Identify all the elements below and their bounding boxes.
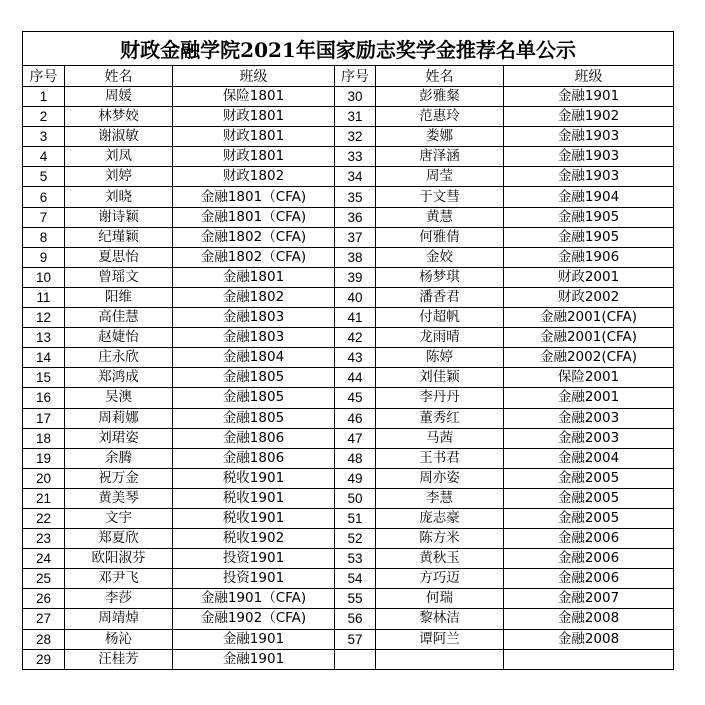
cell-no-right: 51 [335, 508, 376, 528]
table-row [23, 147, 674, 167]
cell-class-left: 金融1802 [173, 287, 335, 307]
cell-no-right: 50 [335, 488, 376, 508]
cell-no-right: 54 [335, 569, 376, 589]
table-row [23, 207, 674, 227]
cell-class-right: 金融1902 [504, 107, 674, 127]
cell-name-left: 周靖焯 [65, 609, 173, 629]
table-row [23, 388, 674, 408]
cell-no-left: 15 [23, 368, 65, 388]
cell-class-right: 金融2007 [504, 589, 674, 609]
header-row [23, 66, 674, 87]
table-row [23, 127, 674, 147]
cell-class-left: 财政1801 [173, 127, 335, 147]
table-row [23, 629, 674, 649]
cell-class-left: 金融1805 [173, 388, 335, 408]
cell-name-left: 庄永欣 [65, 348, 173, 368]
cell-class-right: 金融1903 [504, 127, 674, 147]
cell-class-right: 金融2008 [504, 629, 674, 649]
cell-class-right: 财政2001 [504, 267, 674, 287]
cell-name-right: 方巧迈 [376, 569, 504, 589]
cell-no-right: 37 [335, 227, 376, 247]
cell-class-right: 金融2001(CFA) [504, 328, 674, 348]
cell-name-right: 李丹丹 [376, 388, 504, 408]
table-row [23, 328, 674, 348]
cell-class-left: 金融1803 [173, 308, 335, 328]
header-name-left: 姓名 [65, 66, 173, 87]
cell-no-right: 40 [335, 287, 376, 307]
cell-no-left: 8 [23, 227, 65, 247]
cell-name-right: 周莹 [376, 167, 504, 187]
cell-class-right: 金融1901 [504, 87, 674, 107]
cell-class-right: 金融2001 [504, 388, 674, 408]
cell-class-right: 金融1903 [504, 147, 674, 167]
header-no-left: 序号 [23, 66, 65, 87]
cell-no-left: 20 [23, 468, 65, 488]
cell-name-right: 马茜 [376, 428, 504, 448]
cell-class-left: 金融1901 [173, 649, 335, 669]
cell-name-right: 何瑞 [376, 589, 504, 609]
cell-class-left: 金融1801 [173, 267, 335, 287]
cell-no-right: 30 [335, 87, 376, 107]
cell-no-right: 39 [335, 267, 376, 287]
cell-class-right: 金融2006 [504, 569, 674, 589]
cell-name-right: 李慧 [376, 488, 504, 508]
cell-name-left: 赵婕怡 [65, 328, 173, 348]
cell-no-left: 12 [23, 308, 65, 328]
cell-name-left: 文宇 [65, 508, 173, 528]
cell-class-left: 税收1901 [173, 468, 335, 488]
cell-no-left: 26 [23, 589, 65, 609]
cell-name-left: 吴澳 [65, 388, 173, 408]
cell-class-right: 财政2002 [504, 287, 674, 307]
cell-name-left: 李莎 [65, 589, 173, 609]
cell-class-left: 金融1804 [173, 348, 335, 368]
cell-class-right: 金融2005 [504, 508, 674, 528]
cell-no-right: 47 [335, 428, 376, 448]
table-row [23, 107, 674, 127]
cell-class-right: 金融2008 [504, 609, 674, 629]
table-row [23, 167, 674, 187]
cell-class-right: 金融1903 [504, 167, 674, 187]
cell-name-left: 黄美琴 [65, 488, 173, 508]
table-row [23, 408, 674, 428]
cell-name-left: 汪桂芳 [65, 649, 173, 669]
cell-class-right: 金融2002(CFA) [504, 348, 674, 368]
cell-class-left: 投资1901 [173, 549, 335, 569]
cell-name-left: 刘晓 [65, 187, 173, 207]
cell-no-left: 25 [23, 569, 65, 589]
table-row [23, 287, 674, 307]
cell-name-left: 杨沁 [65, 629, 173, 649]
cell-no-right: 55 [335, 589, 376, 609]
cell-no-right: 52 [335, 529, 376, 549]
cell-class-right: 金融2003 [504, 428, 674, 448]
table-row [23, 348, 674, 368]
cell-name-left: 林梦姣 [65, 107, 173, 127]
cell-class-left: 财政1801 [173, 107, 335, 127]
cell-class-left: 金融1805 [173, 368, 335, 388]
cell-class-left: 金融1801（CFA) [173, 187, 335, 207]
cell-class-right: 金融1904 [504, 187, 674, 207]
cell-name-left: 夏思怡 [65, 247, 173, 267]
cell-class-left: 税收1901 [173, 508, 335, 528]
cell-no-right: 38 [335, 247, 376, 267]
cell-no-left: 7 [23, 207, 65, 227]
cell-name-left: 周媛 [65, 87, 173, 107]
cell-class-left: 金融1803 [173, 328, 335, 348]
cell-class-left: 金融1802（CFA) [173, 227, 335, 247]
cell-class-right: 金融1906 [504, 247, 674, 267]
cell-name-right: 董秀红 [376, 408, 504, 428]
recommendation-table [22, 31, 674, 670]
cell-no-right: 44 [335, 368, 376, 388]
cell-no-left: 21 [23, 488, 65, 508]
cell-class-right: 金融1905 [504, 227, 674, 247]
cell-name-right: 刘佳颖 [376, 368, 504, 388]
cell-name-left: 欧阳淑芬 [65, 549, 173, 569]
cell-name-right: 杨梦琪 [376, 267, 504, 287]
table-row [23, 549, 674, 569]
cell-class-left: 税收1901 [173, 488, 335, 508]
cell-no-right: 35 [335, 187, 376, 207]
cell-no-left: 6 [23, 187, 65, 207]
cell-class-right [504, 649, 674, 669]
cell-name-left: 刘珺姿 [65, 428, 173, 448]
cell-no-left: 17 [23, 408, 65, 428]
cell-no-right: 56 [335, 609, 376, 629]
cell-no-right [335, 649, 376, 669]
cell-no-right: 41 [335, 308, 376, 328]
cell-no-left: 10 [23, 267, 65, 287]
cell-name-left: 郑鸿成 [65, 368, 173, 388]
sheet-title: 财政金融学院2021年国家励志奖学金推荐名单公示 [23, 32, 674, 66]
cell-name-right: 何雅倩 [376, 227, 504, 247]
scholarship-list-sheet [22, 31, 673, 670]
cell-name-right: 娄娜 [376, 127, 504, 147]
cell-no-right: 48 [335, 448, 376, 468]
cell-no-right: 32 [335, 127, 376, 147]
cell-no-left: 23 [23, 529, 65, 549]
cell-class-right: 金融2004 [504, 448, 674, 468]
cell-no-right: 53 [335, 549, 376, 569]
cell-class-right: 金融2006 [504, 549, 674, 569]
cell-name-right: 于文彗 [376, 187, 504, 207]
cell-class-right: 金融2006 [504, 529, 674, 549]
cell-class-right: 金融2005 [504, 488, 674, 508]
cell-name-right: 范惠玲 [376, 107, 504, 127]
cell-class-right: 保险2001 [504, 368, 674, 388]
cell-name-left: 高佳慧 [65, 308, 173, 328]
cell-no-left: 2 [23, 107, 65, 127]
cell-name-left: 周莉娜 [65, 408, 173, 428]
cell-name-right: 庞志豪 [376, 508, 504, 528]
header-class-right: 班级 [504, 66, 674, 87]
header-name-right: 姓名 [376, 66, 504, 87]
cell-class-left: 金融1901 [173, 629, 335, 649]
cell-name-right: 黎林洁 [376, 609, 504, 629]
header-class-left: 班级 [173, 66, 335, 87]
cell-name-right: 付超帆 [376, 308, 504, 328]
cell-class-left: 金融1806 [173, 448, 335, 468]
cell-no-right: 42 [335, 328, 376, 348]
cell-no-left: 24 [23, 549, 65, 569]
cell-name-left: 阳维 [65, 287, 173, 307]
cell-name-left: 刘凤 [65, 147, 173, 167]
cell-class-left: 保险1801 [173, 87, 335, 107]
cell-no-right: 46 [335, 408, 376, 428]
cell-no-left: 18 [23, 428, 65, 448]
table-row [23, 247, 674, 267]
cell-name-left: 邓尹飞 [65, 569, 173, 589]
cell-no-right: 31 [335, 107, 376, 127]
cell-no-left: 22 [23, 508, 65, 528]
cell-name-right: 黄慧 [376, 207, 504, 227]
cell-name-right: 王书君 [376, 448, 504, 468]
cell-class-left: 金融1902（CFA) [173, 609, 335, 629]
table-row [23, 609, 674, 629]
cell-no-right: 43 [335, 348, 376, 368]
cell-name-left: 余腾 [65, 448, 173, 468]
cell-name-right: 龙雨晴 [376, 328, 504, 348]
cell-no-left: 5 [23, 167, 65, 187]
cell-no-left: 28 [23, 629, 65, 649]
cell-class-left: 财政1801 [173, 147, 335, 167]
table-row [23, 468, 674, 488]
cell-no-right: 33 [335, 147, 376, 167]
cell-name-left: 刘婷 [65, 167, 173, 187]
cell-name-left: 纪瑾颖 [65, 227, 173, 247]
cell-class-right: 金融1905 [504, 207, 674, 227]
cell-name-left: 谢淑敏 [65, 127, 173, 147]
table-row [23, 569, 674, 589]
cell-name-right: 金姣 [376, 247, 504, 267]
cell-no-left: 29 [23, 649, 65, 669]
cell-no-right: 45 [335, 388, 376, 408]
cell-class-right: 金融2001(CFA) [504, 308, 674, 328]
cell-class-left: 税收1902 [173, 529, 335, 549]
table-row [23, 529, 674, 549]
cell-no-right: 36 [335, 207, 376, 227]
cell-class-right: 金融2003 [504, 408, 674, 428]
table-row [23, 508, 674, 528]
table-row [23, 448, 674, 468]
table-row [23, 87, 674, 107]
cell-no-left: 13 [23, 328, 65, 348]
cell-class-left: 金融1805 [173, 408, 335, 428]
cell-name-right: 谭阿兰 [376, 629, 504, 649]
cell-no-right: 57 [335, 629, 376, 649]
cell-class-left: 金融1801（CFA) [173, 207, 335, 227]
table-row [23, 308, 674, 328]
table-row [23, 428, 674, 448]
cell-name-right [376, 649, 504, 669]
cell-name-right: 陈方米 [376, 529, 504, 549]
cell-name-right: 陈婷 [376, 348, 504, 368]
table-row [23, 368, 674, 388]
table-row [23, 488, 674, 508]
cell-no-right: 49 [335, 468, 376, 488]
cell-no-left: 16 [23, 388, 65, 408]
cell-class-left: 投资1901 [173, 569, 335, 589]
cell-no-right: 34 [335, 167, 376, 187]
cell-class-left: 财政1802 [173, 167, 335, 187]
cell-no-left: 4 [23, 147, 65, 167]
cell-no-left: 9 [23, 247, 65, 267]
table-row [23, 649, 674, 669]
cell-no-left: 11 [23, 287, 65, 307]
cell-no-left: 27 [23, 609, 65, 629]
cell-class-left: 金融1806 [173, 428, 335, 448]
cell-name-left: 谢诗颖 [65, 207, 173, 227]
header-no-right: 序号 [335, 66, 376, 87]
table-row [23, 227, 674, 247]
cell-name-left: 祝万金 [65, 468, 173, 488]
cell-name-right: 周亦姿 [376, 468, 504, 488]
cell-class-left: 金融1901（CFA) [173, 589, 335, 609]
cell-name-left: 郑夏欣 [65, 529, 173, 549]
cell-no-left: 19 [23, 448, 65, 468]
cell-name-right: 唐泽涵 [376, 147, 504, 167]
cell-name-right: 彭雅粲 [376, 87, 504, 107]
cell-no-left: 1 [23, 87, 65, 107]
table-row [23, 589, 674, 609]
table-row [23, 187, 674, 207]
cell-class-left: 金融1802（CFA) [173, 247, 335, 267]
cell-no-left: 3 [23, 127, 65, 147]
table-row [23, 267, 674, 287]
cell-name-right: 黄秋玉 [376, 549, 504, 569]
cell-name-right: 潘香君 [376, 287, 504, 307]
cell-name-left: 曾瑶文 [65, 267, 173, 287]
cell-class-right: 金融2005 [504, 468, 674, 488]
cell-no-left: 14 [23, 348, 65, 368]
